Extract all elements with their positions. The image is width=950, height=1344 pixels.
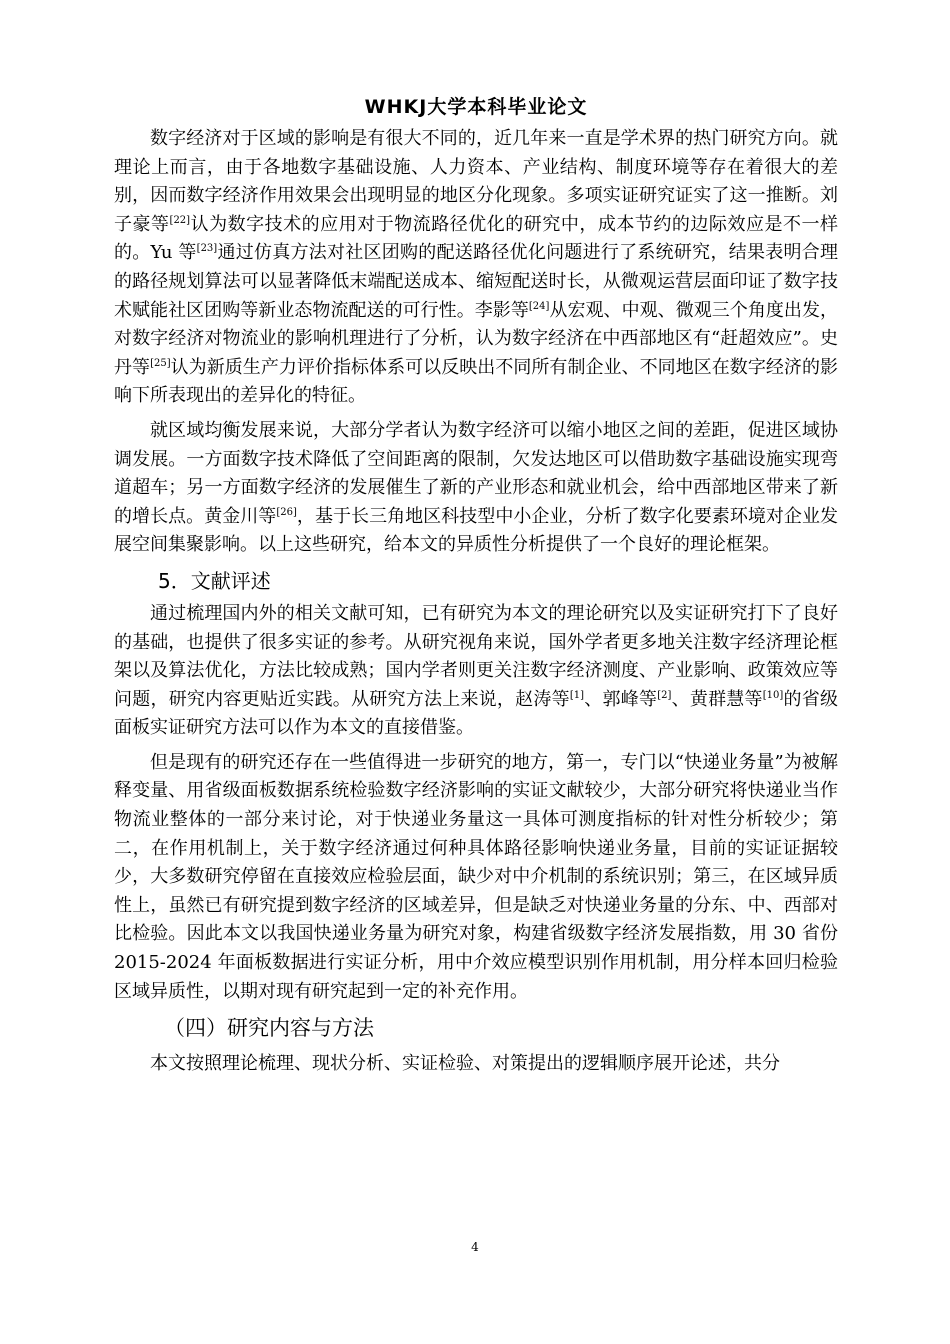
citation-1: [1] — [569, 689, 585, 701]
paragraph-research-structure: 本文按照理论梳理、现状分析、实证检验、对策提出的逻辑顺序展开论述，共分 — [150, 1053, 780, 1075]
citation-10: [10] — [762, 689, 784, 701]
page-number: 4 — [471, 1240, 479, 1254]
running-header: WHKJ大学本科毕业论文 — [364, 96, 588, 118]
document-page — [114, 92, 838, 1085]
section-heading-literature-review: 5．文献评述 — [158, 568, 271, 593]
paragraph-research-gaps: 但是现有的研究还存在一些值得进一步研究的地方，第一，专门以“快递业务量”为被解释变量、用省级面板数据系统检验数字经济影响的实证文献较少，大部分研究将快递业当作物流业整体的一部分来讨论，对于快递业务量这一具体可测度指标的针对性分析较少；第二，在作用机制上，关于数字经济通过何种具体路径影响快递业务量，目前的实证证据较少，大多数研究停留在直接效应检验层面，缺少对中介机制的系统识别；第三，在区域异质性上，虽然已有研究提到数字经济的区域差异，但是缺乏对快递业务量的分东、中、西部对比检验。因此本文以我国快递业务量为研究对象，构建省级数字经济发展指数，用 30 省份 2015-2024 年面板数据进行实证分析，用中介效应模型识别作用机制，用分样本回归检验区域异质性，以期对现有研究起到一定的补充作用。 — [114, 751, 838, 1002]
citation-24: [24] — [528, 300, 550, 312]
citation-26: [26] — [276, 506, 297, 518]
citation-23: [23] — [196, 243, 218, 255]
paragraph-regional-balance: 就区域均衡发展来说，大部分学者认为数字经济可以缩小地区之间的差距，促进区域协调发展。一方面数字技术降低了空间距离的限制，欠发达地区可以借助数字基础设施实现弯道超车；另一方面数字经济的发展催生了新的产业形态和就业机会，给中西部地区带来了新的增长点。黄金川等[26]，基于长三角地区科技型中小企业，分析了数字化要素环境对企业发展空间集聚影响。以上这些研究，给本文的异质性分析提供了一个良好的理论框架。 — [114, 419, 839, 556]
citation-25: [25] — [150, 357, 171, 369]
citation-22: [22] — [169, 214, 191, 226]
section-heading-research-content: （四）研究内容与方法 — [164, 1016, 374, 1041]
paragraph-literature-summary: 通过梳理国内外的相关文献可知，已有研究为本文的理论研究以及实证研究打下了良好的基础，也提供了很多实证的参考。从研究视角来说，国外学者更多地关注数字经济理论框架以及算法优化，方法比较成熟；国内学者则更关注数字经济测度、产业影响、政策效应等问题，研究内容更贴近实践。从研究方法上来说，赵涛等[1]、郭峰等[2]、黄群慧等[10]的省级面板实证研究方法可以作为本文的直接借鉴。 — [114, 602, 839, 739]
paragraph-regional-impact: 数字经济对于区域的影响是有很大不同的，近几年来一直是学术界的热门研究方向。就理论上而言，由于各地数字基础设施、人力资本、产业结构、制度环境等存在着很大的差别，因而数字经济作用效果会出现明显的地区分化现象。多项实证研究证实了这一推断。刘子豪等[22]认为数字技术的应用对于物流路径优化的研究中，成本节约的边际效应是不一样的。Yu 等[23]通过仿真方法对社区团购的配送路径优化问题进行了系统研究，结果表明合理的路径规划算法可以显著降低末端配送成本、缩短配送时长，从微观运营层面印证了数字技术赋能社区团购等新业态物流配送的可行性。李影等[24]从宏观、中观、微观三个角度出发，对数字经济对物流业的影响机理进行了分析，认为数字经济在中西部地区有“赶超效应”。史丹等[25]认为新质生产力评价指标体系可以反映出不同所有制企业、不同地区在数字经济的影响下所表现出的差异化的特征。 — [114, 128, 839, 407]
citation-2: [2] — [657, 689, 672, 701]
